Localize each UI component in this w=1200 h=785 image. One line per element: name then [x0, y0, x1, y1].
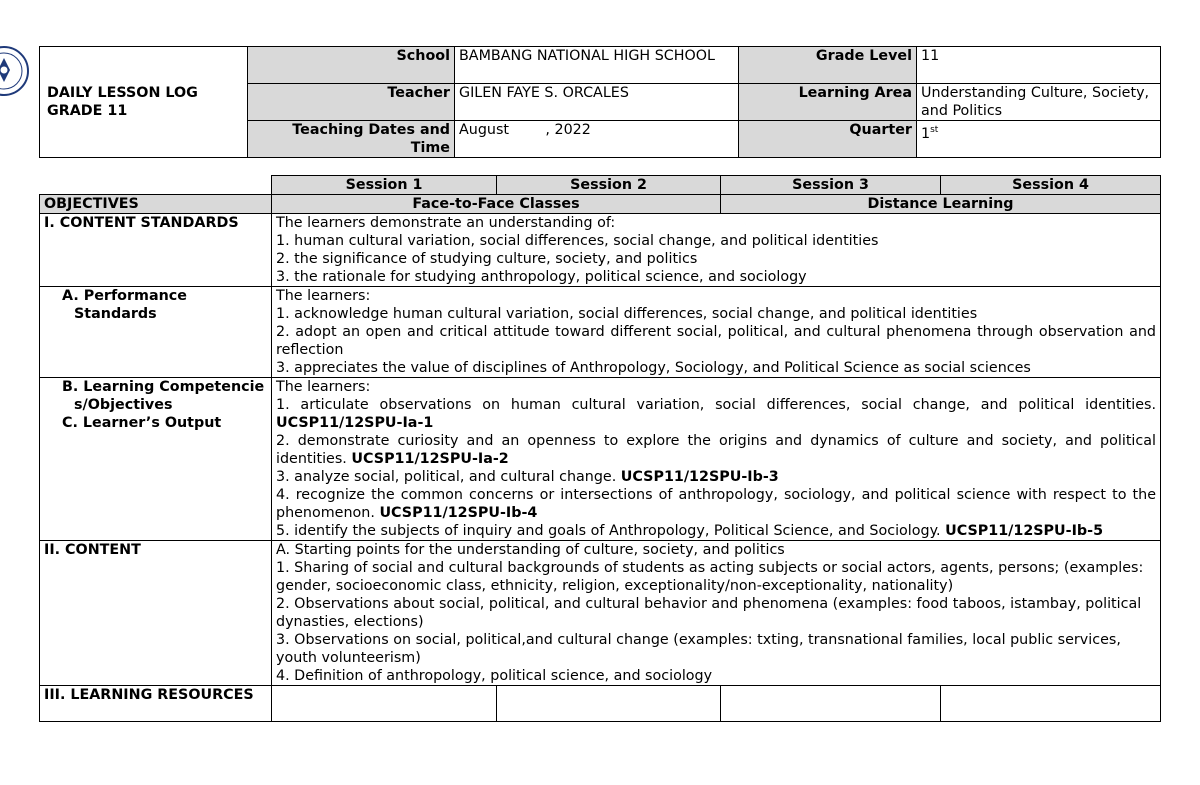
- quarter-value: [917, 121, 1161, 158]
- quarter-number: 1: [921, 125, 931, 142]
- teaching-dates-label: Teaching Dates and Time: [248, 121, 455, 158]
- title-line1: DAILY LESSON LOG: [47, 85, 198, 101]
- competency-text: 1. articulate observations on human cultural variation, social differences, social change, and political identities.: [276, 397, 1156, 413]
- competencies-text: [272, 378, 1161, 541]
- learning-resources-row: [40, 686, 1161, 722]
- learning-area-value: Understanding Culture, Society, and Politics: [917, 84, 1161, 121]
- resources-session-1: [272, 686, 497, 722]
- quarter-suffix: st: [930, 125, 939, 135]
- teacher-value: GILEN FAYE S. ORCALES: [455, 84, 739, 121]
- log-title: [40, 47, 248, 158]
- session-4-header: Session 4: [941, 176, 1161, 195]
- school-value: BAMBANG NATIONAL HIGH SCHOOL: [455, 47, 739, 84]
- face-to-face-header: Face-to-Face Classes: [272, 195, 721, 214]
- competencies-label: [40, 378, 272, 541]
- learners-output-label: C. Learner’s Output: [62, 415, 222, 431]
- performance-standards-line: 3. appreciates the value of disciplines of Anthropology, Sociology, and Political Science as social sciences: [276, 360, 1031, 376]
- resources-session-2: [497, 686, 721, 722]
- content-line: A. Starting points for the understanding of culture, society, and politics: [276, 542, 785, 558]
- grade-level-label: Grade Level: [739, 47, 917, 84]
- resources-session-3: [721, 686, 941, 722]
- content-standards-text: [272, 214, 1161, 287]
- session-1-header: Session 1: [272, 176, 497, 195]
- performance-standards-text: [272, 287, 1161, 378]
- competency-item: [276, 468, 1156, 486]
- session-3-header: Session 3: [721, 176, 941, 195]
- performance-standards-row: [40, 287, 1161, 378]
- competency-text: 5. identify the subjects of inquiry and goals of Anthropology, Political Science, and Sociology.: [276, 523, 941, 539]
- content-line: 4. Definition of anthropology, political science, and sociology: [276, 668, 713, 684]
- content-line: 3. Observations on social, political,and cultural change (examples: txting, transnational families, local public services, youth volunteerism): [276, 632, 1121, 666]
- content-standards-line: The learners demonstrate an understanding of:: [276, 215, 616, 231]
- distance-learning-header: Distance Learning: [721, 195, 1161, 214]
- learning-competencies-label: B. Learning Competencies/Objectives: [62, 379, 265, 413]
- quarter-label: Quarter: [739, 121, 917, 158]
- content-row: [40, 541, 1161, 686]
- content-standards-label: I. CONTENT STANDARDS: [40, 214, 272, 287]
- competency-code: UCSP11/12SPU-Ia-2: [351, 451, 509, 467]
- content-line: 2. Observations about social, political, and cultural behavior and phenomena (examples: food taboos, istambay, political dynasties, elections): [276, 596, 1142, 630]
- competency-item: [276, 522, 1156, 540]
- session-2-header: Session 2: [497, 176, 721, 195]
- performance-standards-label: [40, 287, 272, 378]
- content-standards-row: [40, 214, 1161, 287]
- competencies-intro: The learners:: [276, 379, 371, 395]
- content-standards-line: 2. the significance of studying culture, society, and politics: [276, 251, 698, 267]
- content-standards-line: 1. human cultural variation, social differences, social change, and political identities: [276, 233, 879, 249]
- lesson-log-table: [39, 175, 1161, 722]
- title-line2: GRADE 11: [47, 103, 128, 119]
- blank-corner: [40, 176, 272, 195]
- learning-resources-label-text: III. LEARNING RESOURCES: [44, 687, 254, 703]
- teaching-dates-value: August , 2022: [455, 121, 739, 158]
- competencies-row: [40, 378, 1161, 541]
- competency-code: UCSP11/12SPU-Ib-5: [945, 523, 1104, 539]
- competency-code: UCSP11/12SPU-Ib-3: [620, 469, 779, 485]
- content-text: [272, 541, 1161, 686]
- content-standards-line: 3. the rationale for studying anthropology, political science, and sociology: [276, 269, 807, 285]
- content-line: 1. Sharing of social and cultural backgrounds of students as acting subjects or social actors, agents, persons; (examples: gender, socioeconomic class, ethnicity, religion, exceptionality/non-exceptionality, nationality): [276, 560, 1144, 594]
- performance-standards-line: 1. acknowledge human cultural variation, social differences, social change, and political identities: [276, 306, 978, 322]
- grade-level-value: 11: [917, 47, 1161, 84]
- competency-code: UCSP11/12SPU-Ib-4: [379, 505, 538, 521]
- learning-area-label: Learning Area: [739, 84, 917, 121]
- competency-item: [276, 396, 1156, 432]
- competency-text: 3. analyze social, political, and cultural change.: [276, 469, 617, 485]
- header-table: [39, 46, 1161, 158]
- performance-standards-label-text: A. Performance Standards: [62, 288, 187, 322]
- competency-text: 4. recognize the common concerns or intersections of anthropology, sociology, and political science with respect to the phenomenon.: [276, 487, 1156, 521]
- competency-item: [276, 432, 1156, 468]
- competency-item: [276, 486, 1156, 522]
- learning-resources-label: [40, 686, 272, 722]
- content-label: II. CONTENT: [40, 541, 272, 686]
- performance-standards-line: 2. adopt an open and critical attitude toward different social, political, and cultural phenomena through observation and reflection: [276, 324, 1156, 358]
- teacher-label: Teacher: [248, 84, 455, 121]
- performance-standards-line: The learners:: [276, 288, 371, 304]
- resources-session-4: [941, 686, 1161, 722]
- competency-code: UCSP11/12SPU-Ia-1: [276, 415, 434, 431]
- objectives-label: OBJECTIVES: [40, 195, 272, 214]
- competency-text: 2. demonstrate curiosity and an openness to explore the origins and dynamics of culture and society, and political identities.: [276, 433, 1156, 467]
- deped-seal-icon: [0, 46, 30, 96]
- school-label: School: [248, 47, 455, 84]
